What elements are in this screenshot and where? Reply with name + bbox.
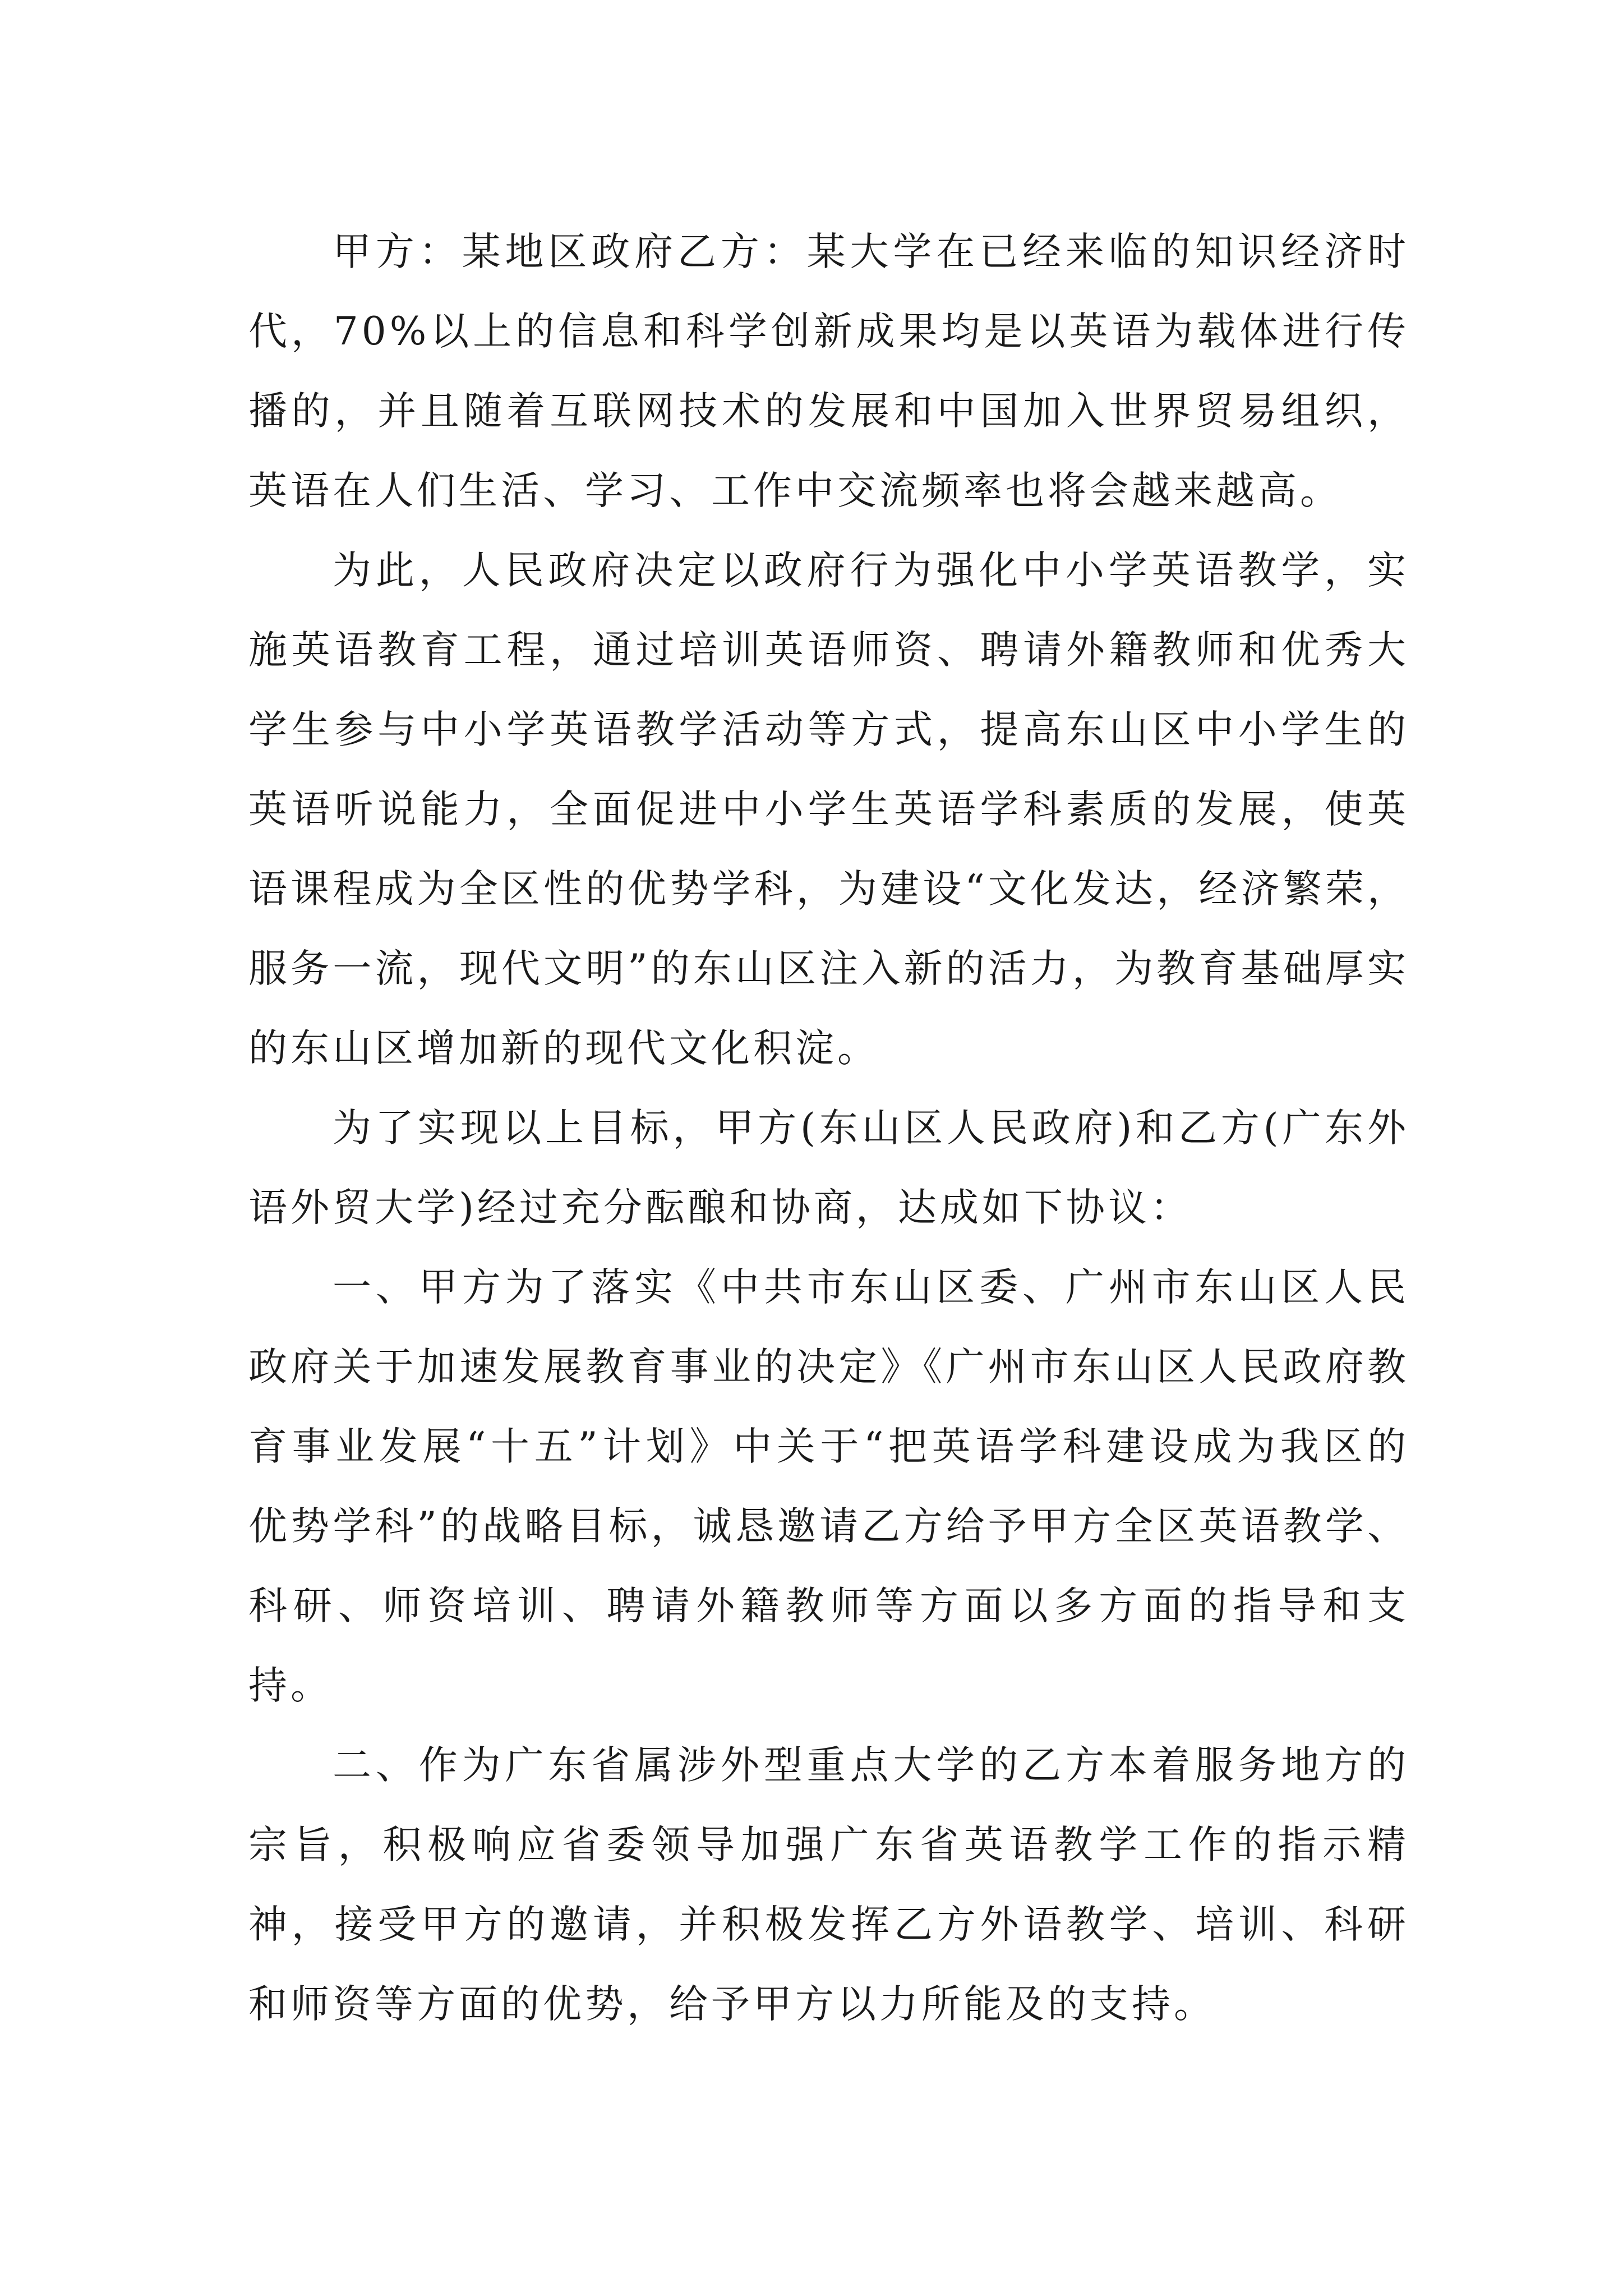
document-body <box>248 212 1409 2044</box>
paragraph-purpose: 为此，人民政府决定以政府行为强化中小学英语教学，实施英语教育工程，通过培训英语师资、聘请外籍教师和优秀大学生参与中小学英语教学活动等方式，提高东山区中小学生的英语听说能力，全面促进中小学生英语学科素质的发展，使英语课程成为全区性的优势学科，为建设“文化发达，经济繁荣，服务一流，现代文明”的东山区注入新的活力，为教育基础厚实的东山区增加新的现代文化积淀。 <box>248 548 1409 1071</box>
paragraph-clause-1: 一、甲方为了落实《中共市东山区委、广州市东山区人民政府关于加速发展教育事业的决定》《广州市东山区人民政府教育事业发展“十五”计划》中关于“把英语学科建设成为我区的优势学科”的战略目标，诚恳邀请乙方给予甲方全区英语教学、科研、师资培训、聘请外籍教师等方面以多方面的指导和支持。 <box>248 1265 1409 1708</box>
paragraph-clause-2: 二、作为广东省属涉外型重点大学的乙方本着服务地方的宗旨，积极响应省委领导加强广东省英语教学工作的指示精神，接受甲方的邀请，并积极发挥乙方外语教学、培训、科研和师资等方面的优势，给予甲方以力所能及的支持。 <box>248 1743 1409 2027</box>
paragraph-agreement-intro: 为了实现以上目标，甲方(东山区人民政府)和乙方(广东外语外贸大学)经过充分酝酿和协商，达成如下协议： <box>248 1106 1409 1230</box>
paragraph-intro: 甲方：某地区政府乙方：某大学在已经来临的知识经济时代，70%以上的信息和科学创新成果均是以英语为载体进行传播的，并且随着互联网技术的发展和中国加入世界贸易组织，英语在人们生活、学习、工作中交流频率也将会越来越高。 <box>248 229 1409 513</box>
